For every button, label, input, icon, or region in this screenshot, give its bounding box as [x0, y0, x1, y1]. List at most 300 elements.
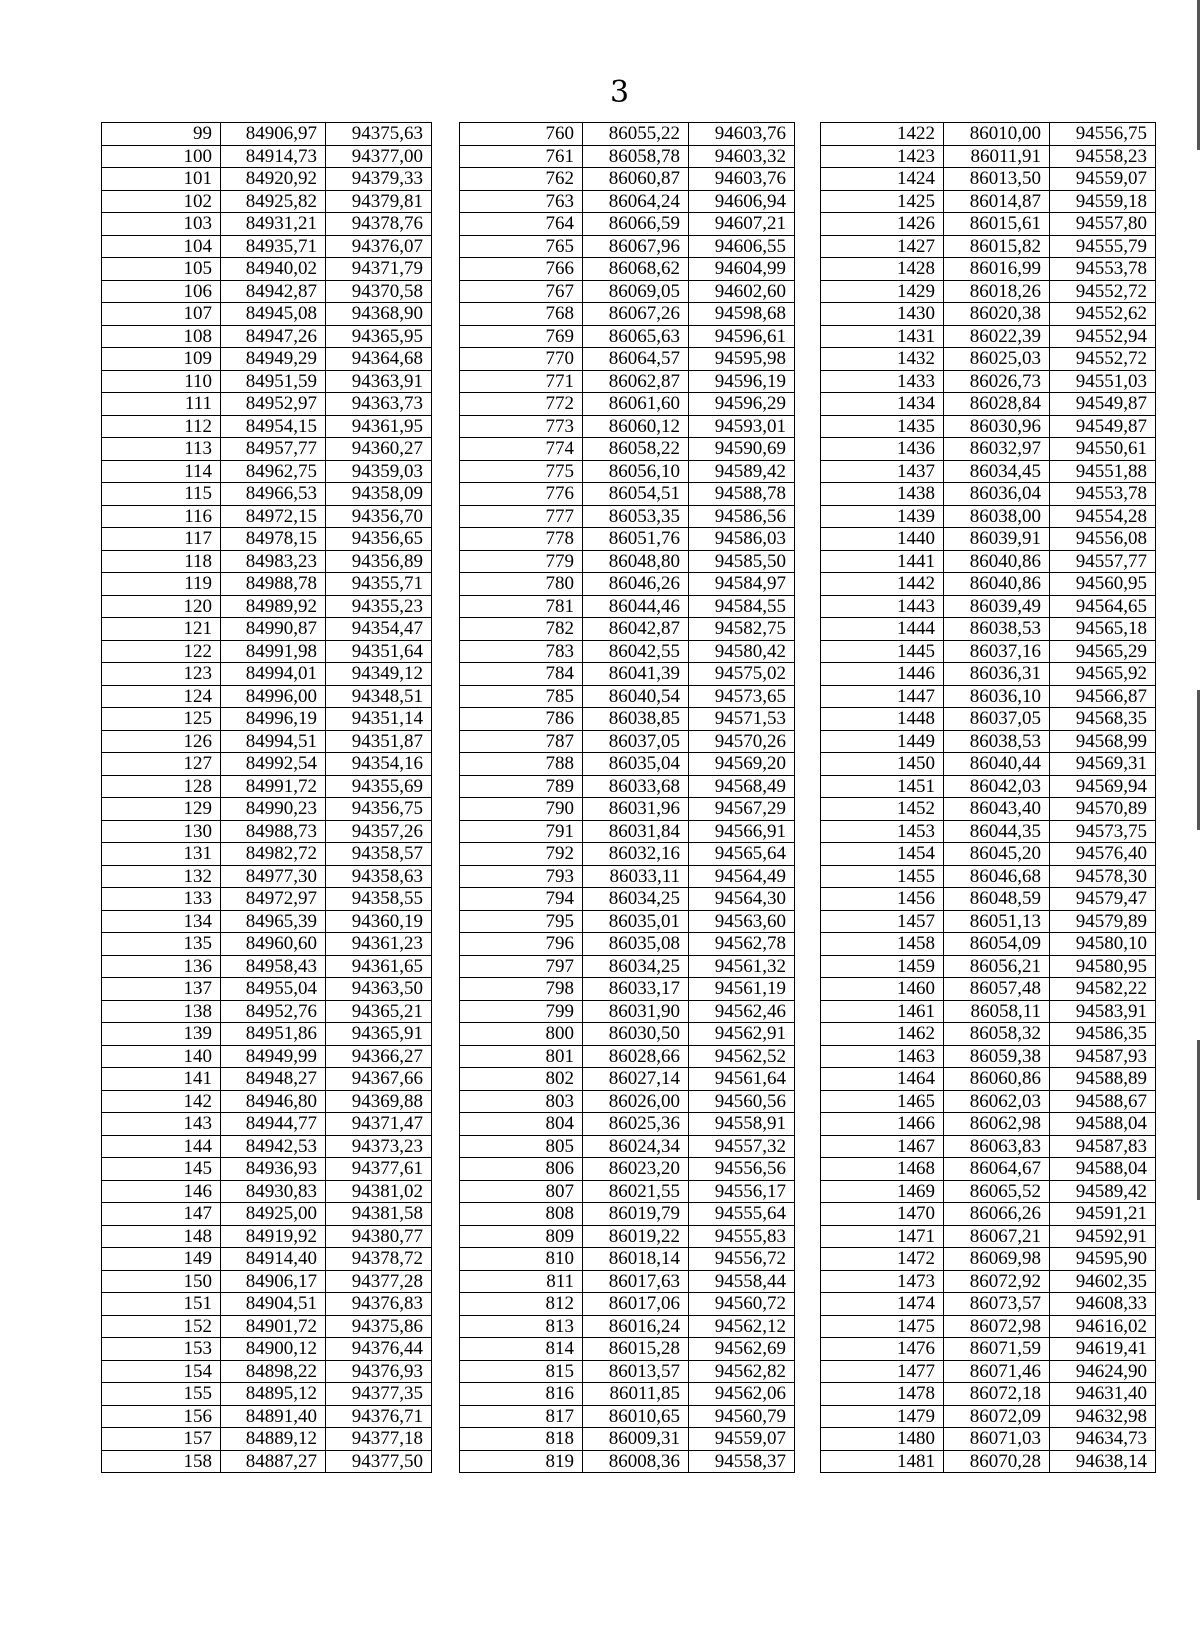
x-coordinate-cell: 86072,09: [944, 1405, 1050, 1428]
y-coordinate-cell: 94377,35: [326, 1383, 432, 1406]
point-number-cell: 1471: [821, 1225, 944, 1248]
x-coordinate-cell: 86036,10: [944, 685, 1050, 708]
table-row: [460, 190, 795, 213]
x-coordinate-cell: 86026,00: [583, 1090, 689, 1113]
x-coordinate-cell: 86051,76: [583, 528, 689, 551]
x-coordinate-cell: 86008,36: [583, 1450, 689, 1473]
point-number-cell: 1428: [821, 258, 944, 281]
x-coordinate-cell: 84901,72: [221, 1315, 326, 1338]
point-number-cell: 144: [102, 1135, 221, 1158]
point-number-cell: 784: [460, 663, 583, 686]
y-coordinate-cell: 94376,83: [326, 1293, 432, 1316]
table-row: [102, 595, 432, 618]
point-number-cell: 104: [102, 235, 221, 258]
y-coordinate-cell: 94587,83: [1050, 1135, 1156, 1158]
x-coordinate-cell: 86072,92: [944, 1270, 1050, 1293]
point-number-cell: 1436: [821, 438, 944, 461]
point-number-cell: 1427: [821, 235, 944, 258]
y-coordinate-cell: 94564,65: [1050, 595, 1156, 618]
y-coordinate-cell: 94556,08: [1050, 528, 1156, 551]
y-coordinate-cell: 94551,88: [1050, 460, 1156, 483]
y-coordinate-cell: 94588,78: [689, 483, 795, 506]
x-coordinate-cell: 86053,35: [583, 505, 689, 528]
x-coordinate-cell: 84889,12: [221, 1428, 326, 1451]
point-number-cell: 760: [460, 123, 583, 146]
table-row: [821, 1360, 1156, 1383]
y-coordinate-cell: 94378,72: [326, 1248, 432, 1271]
point-number-cell: 778: [460, 528, 583, 551]
x-coordinate-cell: 84891,40: [221, 1405, 326, 1428]
table-row: [821, 1135, 1156, 1158]
point-number-cell: 120: [102, 595, 221, 618]
point-number-cell: 126: [102, 730, 221, 753]
y-coordinate-cell: 94552,94: [1050, 325, 1156, 348]
table-row: [821, 865, 1156, 888]
table-row: [821, 550, 1156, 573]
table-row: [460, 1135, 795, 1158]
x-coordinate-cell: 86028,66: [583, 1045, 689, 1068]
table-row: [821, 303, 1156, 326]
point-number-cell: 807: [460, 1180, 583, 1203]
table-row: [821, 618, 1156, 641]
y-coordinate-cell: 94361,95: [326, 415, 432, 438]
table-row: [460, 1090, 795, 1113]
y-coordinate-cell: 94355,71: [326, 573, 432, 596]
x-coordinate-cell: 84990,87: [221, 618, 326, 641]
y-coordinate-cell: 94377,50: [326, 1450, 432, 1473]
coordinate-table-2: [459, 122, 795, 1473]
x-coordinate-cell: 84957,77: [221, 438, 326, 461]
table-row: [102, 933, 432, 956]
point-number-cell: 122: [102, 640, 221, 663]
x-coordinate-cell: 86063,83: [944, 1135, 1050, 1158]
point-number-cell: 1442: [821, 573, 944, 596]
y-coordinate-cell: 94559,07: [689, 1428, 795, 1451]
table-row: [460, 1180, 795, 1203]
x-coordinate-cell: 86048,80: [583, 550, 689, 573]
y-coordinate-cell: 94557,32: [689, 1135, 795, 1158]
y-coordinate-cell: 94588,04: [1050, 1158, 1156, 1181]
y-coordinate-cell: 94584,55: [689, 595, 795, 618]
point-number-cell: 115: [102, 483, 221, 506]
point-number-cell: 125: [102, 708, 221, 731]
x-coordinate-cell: 86062,03: [944, 1090, 1050, 1113]
point-number-cell: 117: [102, 528, 221, 551]
y-coordinate-cell: 94565,64: [689, 843, 795, 866]
point-number-cell: 1443: [821, 595, 944, 618]
x-coordinate-cell: 86046,68: [944, 865, 1050, 888]
x-coordinate-cell: 86035,04: [583, 753, 689, 776]
point-number-cell: 803: [460, 1090, 583, 1113]
table-row: [460, 933, 795, 956]
table-row: [102, 1270, 432, 1293]
table-row: [102, 303, 432, 326]
y-coordinate-cell: 94558,23: [1050, 145, 1156, 168]
x-coordinate-cell: 86019,79: [583, 1203, 689, 1226]
table-row: [460, 325, 795, 348]
table-row: [102, 483, 432, 506]
table-row: [821, 1338, 1156, 1361]
y-coordinate-cell: 94358,09: [326, 483, 432, 506]
x-coordinate-cell: 86038,00: [944, 505, 1050, 528]
point-number-cell: 802: [460, 1068, 583, 1091]
x-coordinate-cell: 86013,57: [583, 1360, 689, 1383]
point-number-cell: 790: [460, 798, 583, 821]
x-coordinate-cell: 86042,03: [944, 775, 1050, 798]
x-coordinate-cell: 86070,28: [944, 1450, 1050, 1473]
y-coordinate-cell: 94553,78: [1050, 258, 1156, 281]
y-coordinate-cell: 94371,79: [326, 258, 432, 281]
x-coordinate-cell: 86067,96: [583, 235, 689, 258]
point-number-cell: 1422: [821, 123, 944, 146]
x-coordinate-cell: 84914,73: [221, 145, 326, 168]
x-coordinate-cell: 86038,53: [944, 618, 1050, 641]
y-coordinate-cell: 94568,99: [1050, 730, 1156, 753]
table-row: [821, 753, 1156, 776]
y-coordinate-cell: 94595,98: [689, 348, 795, 371]
x-coordinate-cell: 84988,78: [221, 573, 326, 596]
table-row: [102, 1068, 432, 1091]
y-coordinate-cell: 94595,90: [1050, 1248, 1156, 1271]
point-number-cell: 779: [460, 550, 583, 573]
x-coordinate-cell: 86033,11: [583, 865, 689, 888]
point-number-cell: 157: [102, 1428, 221, 1451]
x-coordinate-cell: 86054,09: [944, 933, 1050, 956]
point-number-cell: 1474: [821, 1293, 944, 1316]
point-number-cell: 105: [102, 258, 221, 281]
y-coordinate-cell: 94553,78: [1050, 483, 1156, 506]
point-number-cell: 1434: [821, 393, 944, 416]
y-coordinate-cell: 94560,95: [1050, 573, 1156, 596]
y-coordinate-cell: 94376,93: [326, 1360, 432, 1383]
point-number-cell: 1480: [821, 1428, 944, 1451]
x-coordinate-cell: 86072,98: [944, 1315, 1050, 1338]
table-row: [821, 213, 1156, 236]
y-coordinate-cell: 94356,65: [326, 528, 432, 551]
x-coordinate-cell: 86032,16: [583, 843, 689, 866]
x-coordinate-cell: 86043,40: [944, 798, 1050, 821]
x-coordinate-cell: 84972,15: [221, 505, 326, 528]
x-coordinate-cell: 84951,59: [221, 370, 326, 393]
y-coordinate-cell: 94573,75: [1050, 820, 1156, 843]
point-number-cell: 816: [460, 1383, 583, 1406]
y-coordinate-cell: 94379,33: [326, 168, 432, 191]
point-number-cell: 1452: [821, 798, 944, 821]
x-coordinate-cell: 86013,50: [944, 168, 1050, 191]
y-coordinate-cell: 94588,89: [1050, 1068, 1156, 1091]
point-number-cell: 1478: [821, 1383, 944, 1406]
x-coordinate-cell: 86021,55: [583, 1180, 689, 1203]
x-coordinate-cell: 86073,57: [944, 1293, 1050, 1316]
table-row: [821, 370, 1156, 393]
table-row: [821, 1023, 1156, 1046]
x-coordinate-cell: 86058,11: [944, 1000, 1050, 1023]
point-number-cell: 764: [460, 213, 583, 236]
point-number-cell: 1423: [821, 145, 944, 168]
point-number-cell: 147: [102, 1203, 221, 1226]
y-coordinate-cell: 94624,90: [1050, 1360, 1156, 1383]
point-number-cell: 788: [460, 753, 583, 776]
x-coordinate-cell: 86054,51: [583, 483, 689, 506]
table-row: [102, 573, 432, 596]
y-coordinate-cell: 94586,03: [689, 528, 795, 551]
table-row: [102, 1203, 432, 1226]
x-coordinate-cell: 84920,92: [221, 168, 326, 191]
table-row: [821, 438, 1156, 461]
table-row: [102, 190, 432, 213]
x-coordinate-cell: 84994,01: [221, 663, 326, 686]
table-row: [460, 235, 795, 258]
y-coordinate-cell: 94354,47: [326, 618, 432, 641]
point-number-cell: 808: [460, 1203, 583, 1226]
x-coordinate-cell: 86060,87: [583, 168, 689, 191]
x-coordinate-cell: 84904,51: [221, 1293, 326, 1316]
point-number-cell: 1424: [821, 168, 944, 191]
x-coordinate-cell: 86025,03: [944, 348, 1050, 371]
y-coordinate-cell: 94549,87: [1050, 415, 1156, 438]
table-row: [821, 505, 1156, 528]
point-number-cell: 1444: [821, 618, 944, 641]
table-row: [821, 1293, 1156, 1316]
point-number-cell: 1439: [821, 505, 944, 528]
table-row: [821, 573, 1156, 596]
table-row: [821, 1383, 1156, 1406]
table-row: [460, 865, 795, 888]
point-number-cell: 145: [102, 1158, 221, 1181]
y-coordinate-cell: 94596,61: [689, 325, 795, 348]
y-coordinate-cell: 94582,22: [1050, 978, 1156, 1001]
table-row: [102, 1000, 432, 1023]
point-number-cell: 766: [460, 258, 583, 281]
x-coordinate-cell: 86015,28: [583, 1338, 689, 1361]
table-row: [102, 1383, 432, 1406]
point-number-cell: 818: [460, 1428, 583, 1451]
y-coordinate-cell: 94569,31: [1050, 753, 1156, 776]
table-row: [460, 978, 795, 1001]
point-number-cell: 133: [102, 888, 221, 911]
y-coordinate-cell: 94555,83: [689, 1225, 795, 1248]
point-number-cell: 771: [460, 370, 583, 393]
table-row: [460, 370, 795, 393]
y-coordinate-cell: 94376,44: [326, 1338, 432, 1361]
y-coordinate-cell: 94378,76: [326, 213, 432, 236]
table-row: [460, 1338, 795, 1361]
table-row: [460, 1000, 795, 1023]
table-row: [821, 325, 1156, 348]
x-coordinate-cell: 84948,27: [221, 1068, 326, 1091]
x-coordinate-cell: 86069,98: [944, 1248, 1050, 1271]
x-coordinate-cell: 86060,86: [944, 1068, 1050, 1091]
x-coordinate-cell: 86068,62: [583, 258, 689, 281]
x-coordinate-cell: 86015,61: [944, 213, 1050, 236]
y-coordinate-cell: 94555,64: [689, 1203, 795, 1226]
y-coordinate-cell: 94562,52: [689, 1045, 795, 1068]
y-coordinate-cell: 94560,79: [689, 1405, 795, 1428]
table-row: [460, 595, 795, 618]
point-number-cell: 1448: [821, 708, 944, 731]
y-coordinate-cell: 94361,23: [326, 933, 432, 956]
point-number-cell: 804: [460, 1113, 583, 1136]
point-number-cell: 1453: [821, 820, 944, 843]
y-coordinate-cell: 94356,89: [326, 550, 432, 573]
y-coordinate-cell: 94552,72: [1050, 280, 1156, 303]
y-coordinate-cell: 94568,35: [1050, 708, 1156, 731]
y-coordinate-cell: 94562,91: [689, 1023, 795, 1046]
table-row: [821, 640, 1156, 663]
table-row: [460, 573, 795, 596]
table-row: [460, 415, 795, 438]
table-row: [821, 1428, 1156, 1451]
x-coordinate-cell: 86065,63: [583, 325, 689, 348]
table-row: [102, 348, 432, 371]
point-number-cell: 1462: [821, 1023, 944, 1046]
table-row: [102, 708, 432, 731]
x-coordinate-cell: 86031,90: [583, 1000, 689, 1023]
y-coordinate-cell: 94552,62: [1050, 303, 1156, 326]
table-row: [102, 1450, 432, 1473]
x-coordinate-cell: 86028,84: [944, 393, 1050, 416]
x-coordinate-cell: 84989,92: [221, 595, 326, 618]
x-coordinate-cell: 86011,85: [583, 1383, 689, 1406]
x-coordinate-cell: 84940,02: [221, 258, 326, 281]
point-number-cell: 1446: [821, 663, 944, 686]
y-coordinate-cell: 94606,94: [689, 190, 795, 213]
y-coordinate-cell: 94559,07: [1050, 168, 1156, 191]
y-coordinate-cell: 94367,66: [326, 1068, 432, 1091]
table-row: [460, 1293, 795, 1316]
x-coordinate-cell: 84949,29: [221, 348, 326, 371]
y-coordinate-cell: 94580,10: [1050, 933, 1156, 956]
x-coordinate-cell: 86071,59: [944, 1338, 1050, 1361]
x-coordinate-cell: 86016,24: [583, 1315, 689, 1338]
point-number-cell: 1435: [821, 415, 944, 438]
y-coordinate-cell: 94563,60: [689, 910, 795, 933]
table-row: [460, 1113, 795, 1136]
table-row: [460, 685, 795, 708]
x-coordinate-cell: 86038,85: [583, 708, 689, 731]
table-row: [821, 1270, 1156, 1293]
y-coordinate-cell: 94591,21: [1050, 1203, 1156, 1226]
x-coordinate-cell: 86030,96: [944, 415, 1050, 438]
table-row: [821, 1315, 1156, 1338]
point-number-cell: 1470: [821, 1203, 944, 1226]
y-coordinate-cell: 94373,23: [326, 1135, 432, 1158]
x-coordinate-cell: 86026,73: [944, 370, 1050, 393]
y-coordinate-cell: 94351,14: [326, 708, 432, 731]
y-coordinate-cell: 94580,95: [1050, 955, 1156, 978]
x-coordinate-cell: 84991,98: [221, 640, 326, 663]
x-coordinate-cell: 86046,26: [583, 573, 689, 596]
table-row: [460, 348, 795, 371]
y-coordinate-cell: 94579,89: [1050, 910, 1156, 933]
point-number-cell: 809: [460, 1225, 583, 1248]
table-row: [460, 1383, 795, 1406]
point-number-cell: 100: [102, 145, 221, 168]
x-coordinate-cell: 84906,17: [221, 1270, 326, 1293]
table-row: [821, 955, 1156, 978]
table-row: [821, 1225, 1156, 1248]
y-coordinate-cell: 94369,88: [326, 1090, 432, 1113]
table-row: [821, 888, 1156, 911]
table-row: [821, 348, 1156, 371]
x-coordinate-cell: 84906,97: [221, 123, 326, 146]
y-coordinate-cell: 94361,65: [326, 955, 432, 978]
table-row: [460, 1158, 795, 1181]
table-row: [821, 1113, 1156, 1136]
point-number-cell: 1457: [821, 910, 944, 933]
x-coordinate-cell: 84958,43: [221, 955, 326, 978]
point-number-cell: 109: [102, 348, 221, 371]
x-coordinate-cell: 84919,92: [221, 1225, 326, 1248]
y-coordinate-cell: 94558,44: [689, 1270, 795, 1293]
point-number-cell: 1466: [821, 1113, 944, 1136]
x-coordinate-cell: 86037,05: [944, 708, 1050, 731]
point-number-cell: 813: [460, 1315, 583, 1338]
x-coordinate-cell: 86067,21: [944, 1225, 1050, 1248]
y-coordinate-cell: 94556,72: [689, 1248, 795, 1271]
y-coordinate-cell: 94556,56: [689, 1158, 795, 1181]
point-number-cell: 1426: [821, 213, 944, 236]
point-number-cell: 1449: [821, 730, 944, 753]
point-number-cell: 154: [102, 1360, 221, 1383]
table-row: [821, 280, 1156, 303]
y-coordinate-cell: 94377,61: [326, 1158, 432, 1181]
y-coordinate-cell: 94358,63: [326, 865, 432, 888]
table-row: [460, 1428, 795, 1451]
point-number-cell: 1445: [821, 640, 944, 663]
y-coordinate-cell: 94560,56: [689, 1090, 795, 1113]
point-number-cell: 156: [102, 1405, 221, 1428]
y-coordinate-cell: 94575,02: [689, 663, 795, 686]
point-number-cell: 132: [102, 865, 221, 888]
x-coordinate-cell: 86033,68: [583, 775, 689, 798]
x-coordinate-cell: 84954,15: [221, 415, 326, 438]
table-row: [102, 550, 432, 573]
table-row: [102, 1023, 432, 1046]
point-number-cell: 134: [102, 910, 221, 933]
point-number-cell: 110: [102, 370, 221, 393]
table-row: [460, 955, 795, 978]
table-row: [821, 1045, 1156, 1068]
point-number-cell: 1477: [821, 1360, 944, 1383]
point-number-cell: 141: [102, 1068, 221, 1091]
point-number-cell: 142: [102, 1090, 221, 1113]
x-coordinate-cell: 86031,96: [583, 798, 689, 821]
table-row: [102, 1315, 432, 1338]
y-coordinate-cell: 94360,19: [326, 910, 432, 933]
x-coordinate-cell: 84944,77: [221, 1113, 326, 1136]
point-number-cell: 150: [102, 1270, 221, 1293]
y-coordinate-cell: 94377,18: [326, 1428, 432, 1451]
y-coordinate-cell: 94366,27: [326, 1045, 432, 1068]
x-coordinate-cell: 84925,00: [221, 1203, 326, 1226]
y-coordinate-cell: 94569,94: [1050, 775, 1156, 798]
y-coordinate-cell: 94586,56: [689, 505, 795, 528]
y-coordinate-cell: 94354,16: [326, 753, 432, 776]
point-number-cell: 801: [460, 1045, 583, 1068]
y-coordinate-cell: 94602,60: [689, 280, 795, 303]
table-row: [821, 685, 1156, 708]
table-row: [102, 123, 432, 146]
point-number-cell: 116: [102, 505, 221, 528]
x-coordinate-cell: 86025,36: [583, 1113, 689, 1136]
x-coordinate-cell: 86071,46: [944, 1360, 1050, 1383]
x-coordinate-cell: 84887,27: [221, 1450, 326, 1473]
table-row: [821, 843, 1156, 866]
x-coordinate-cell: 84914,40: [221, 1248, 326, 1271]
table-row: [460, 1225, 795, 1248]
coordinate-table-1: [101, 122, 432, 1473]
